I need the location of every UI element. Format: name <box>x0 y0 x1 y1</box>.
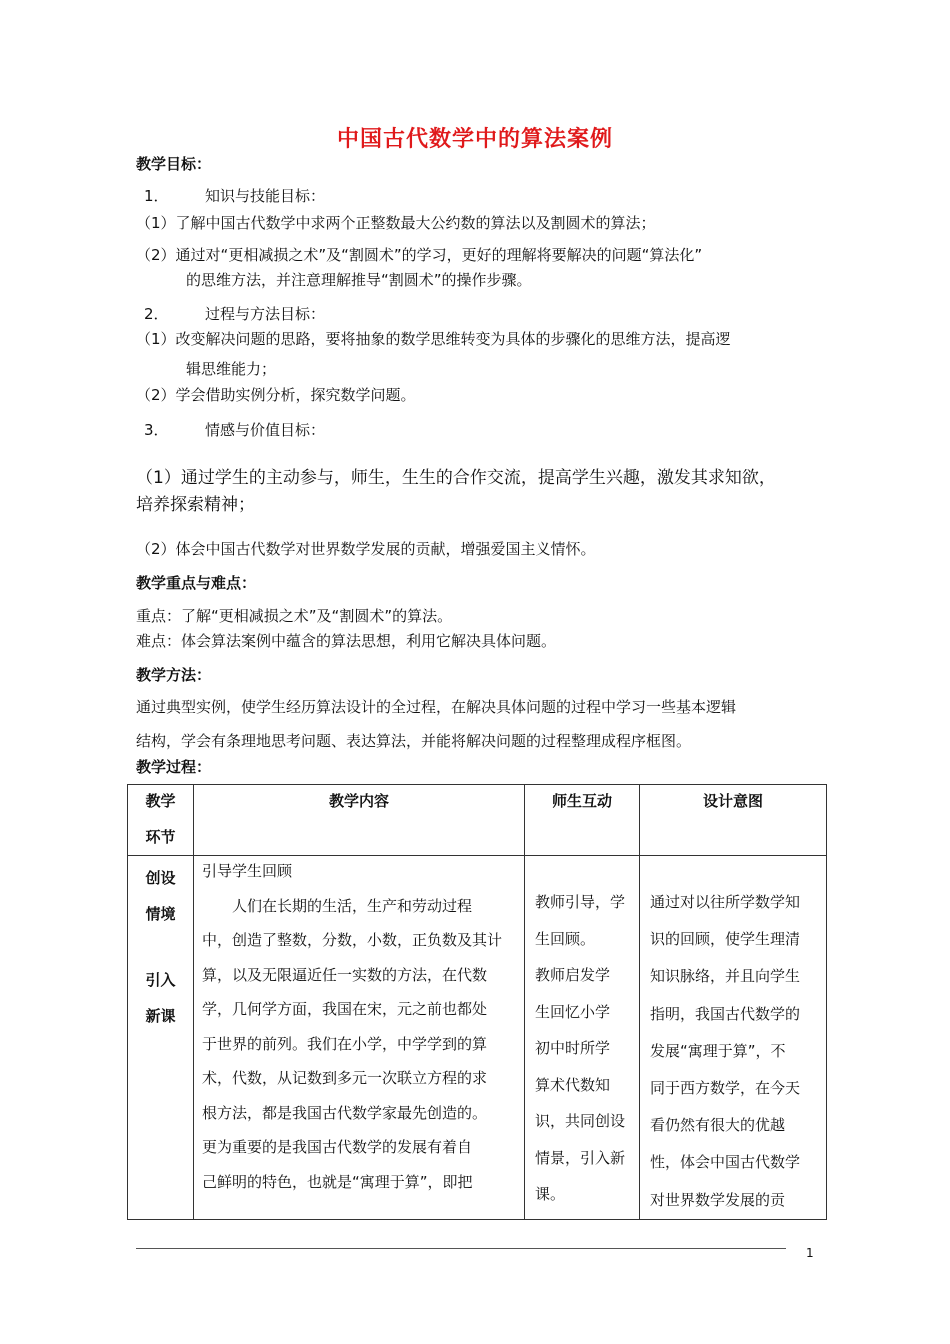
interaction-line: 识，共同创设 <box>535 1112 626 1130</box>
stage-line: 新课 <box>145 1007 176 1025</box>
stage-line: 创设 <box>145 869 176 887</box>
header-interaction-label: 师生互动 <box>551 792 612 810</box>
method-line2: 结构，学会有条理地思考问题、表达算法，并能将解决问题的过程整理成程序框图。 <box>136 732 692 750</box>
difficulty: 难点：体会算法案例中蕴含的算法思想，利用它解决具体问题。 <box>136 632 557 650</box>
goal1-number: 1． <box>144 187 169 205</box>
content-line: 根方法，都是我国古代数学家最先创造的。 <box>202 1103 488 1122</box>
intent-line: 识的回顾，使学生理清 <box>650 930 801 949</box>
interaction-line: 初中时所学 <box>535 1039 611 1057</box>
interaction-text <box>525 856 639 1213</box>
goal3-label: 情感与价值目标： <box>205 421 326 439</box>
stage-line: 引入 <box>145 971 176 989</box>
goal2-number: 2． <box>144 305 169 323</box>
content-line: 中，创造了整数，分数，小数，正负数及其计 <box>202 931 503 949</box>
goals-heading: 教学目标： <box>136 155 212 173</box>
goal1-label: 知识与技能目标： <box>205 187 326 205</box>
stage-cell <box>128 856 194 1220</box>
content-line: 己鲜明的特色，也就是“寓理于算”，即把 <box>202 1172 473 1191</box>
intent-line: 看仍然有很大的优越 <box>650 1116 786 1135</box>
goal1-item2-line1: （2）通过对“更相减损之术”及“割圆术”的学习，更好的理解将要解决的问题“算法化” <box>136 246 703 264</box>
content-line: 引导学生回顾 <box>202 862 293 880</box>
interaction-line: 课。 <box>535 1185 566 1203</box>
header-intent <box>640 785 827 856</box>
stage-line: 情境 <box>145 905 176 923</box>
interaction-line: 教师引导，学 <box>535 893 626 911</box>
intent-line: 指明，我国古代数学的 <box>650 1004 801 1023</box>
header-stage <box>128 785 194 856</box>
content-line: 算，以及无限逼近任一实数的方法，在代数 <box>202 965 488 984</box>
document-title: 中国古代数学中的算法案例 <box>336 127 613 152</box>
key-points-heading: 教学重点与难点： <box>136 574 257 592</box>
goal3-number: 3． <box>144 421 169 439</box>
intent-line: 同于西方数学，在今天 <box>650 1079 801 1098</box>
content-line: 于世界的前列。我们在小学，中学学到的算 <box>202 1034 488 1053</box>
interaction-line: 算术代数知 <box>535 1075 611 1094</box>
content-line: 更为重要的是我国古代数学的发展有着自 <box>202 1138 473 1156</box>
interaction-cell <box>525 856 640 1220</box>
process-heading: 教学过程： <box>136 758 212 776</box>
content-text <box>194 854 524 1199</box>
goal3-item1-line1: （1）通过学生的主动参与，师生，生生的合作交流，提高学生兴趣，激发其求知欲， <box>136 468 776 488</box>
table-row <box>128 856 827 1220</box>
content-line: 学，几何学方面，我国在宋，元之前也都处 <box>202 1000 488 1018</box>
goal1-item2-line2: 的思维方法，并注意理解推导“割圆术”的操作步骤。 <box>186 271 532 289</box>
footer-divider <box>136 1248 786 1249</box>
header-intent-label: 设计意图 <box>702 792 763 810</box>
interaction-line: 生回顾。 <box>535 929 596 948</box>
content-line: 人们在长期的生活，生产和劳动过程 <box>202 896 473 915</box>
content-line: 术，代数，从记数到多元一次联立方程的求 <box>202 1069 488 1087</box>
goal2-label: 过程与方法目标： <box>205 305 326 323</box>
content-cell <box>194 856 525 1220</box>
interaction-line: 情景，引入新 <box>535 1148 626 1167</box>
goal1-item1: （1）了解中国古代数学中求两个正整数最大公约数的算法以及割圆术的算法； <box>136 214 656 232</box>
intent-line: 知识脉络，并且向学生 <box>650 967 801 986</box>
intent-text <box>640 856 826 1219</box>
header-content-label: 教学内容 <box>328 792 389 810</box>
intent-line: 对世界数学发展的贡 <box>650 1190 786 1209</box>
goal2-item2: （2）学会借助实例分析，探究数学问题。 <box>136 386 416 404</box>
intent-cell <box>640 856 827 1220</box>
goal3-item2: （2）体会中国古代数学对世界数学发展的贡献，增强爱国主义情怀。 <box>136 540 596 558</box>
intent-line: 通过对以往所学数学知 <box>650 893 801 911</box>
table-header-row <box>128 785 827 856</box>
key-point: 重点：了解“更相减损之术”及“割圆术”的算法。 <box>136 607 453 625</box>
interaction-line: 教师启发学 <box>535 966 611 984</box>
stage-spacer <box>128 932 193 962</box>
method-line1: 通过典型实例，使学生经历算法设计的全过程，在解决具体问题的过程中学习一些基本逻辑 <box>136 698 737 716</box>
intent-line: 发展“寓理于算”，不 <box>650 1041 786 1060</box>
method-heading: 教学方法： <box>136 666 212 684</box>
interaction-line: 生回忆小学 <box>535 1002 611 1021</box>
header-stage-line2: 环节 <box>145 828 176 846</box>
teaching-process-table <box>127 784 827 1220</box>
header-interaction <box>525 785 640 856</box>
goal2-item1-line2: 辑思维能力； <box>186 360 277 378</box>
goal3-item1-line2: 培养探索精神； <box>136 495 255 515</box>
goal2-item1-line1: （1）改变解决问题的思路，要将抽象的数学思维转变为具体的步骤化的思维方法，提高逻 <box>136 330 731 348</box>
header-stage-line1: 教学 <box>145 792 176 810</box>
header-content <box>194 785 525 856</box>
intent-line: 性，体会中国古代数学 <box>650 1153 801 1172</box>
stage-text <box>128 856 193 1034</box>
page-number: 1 <box>806 1246 814 1260</box>
